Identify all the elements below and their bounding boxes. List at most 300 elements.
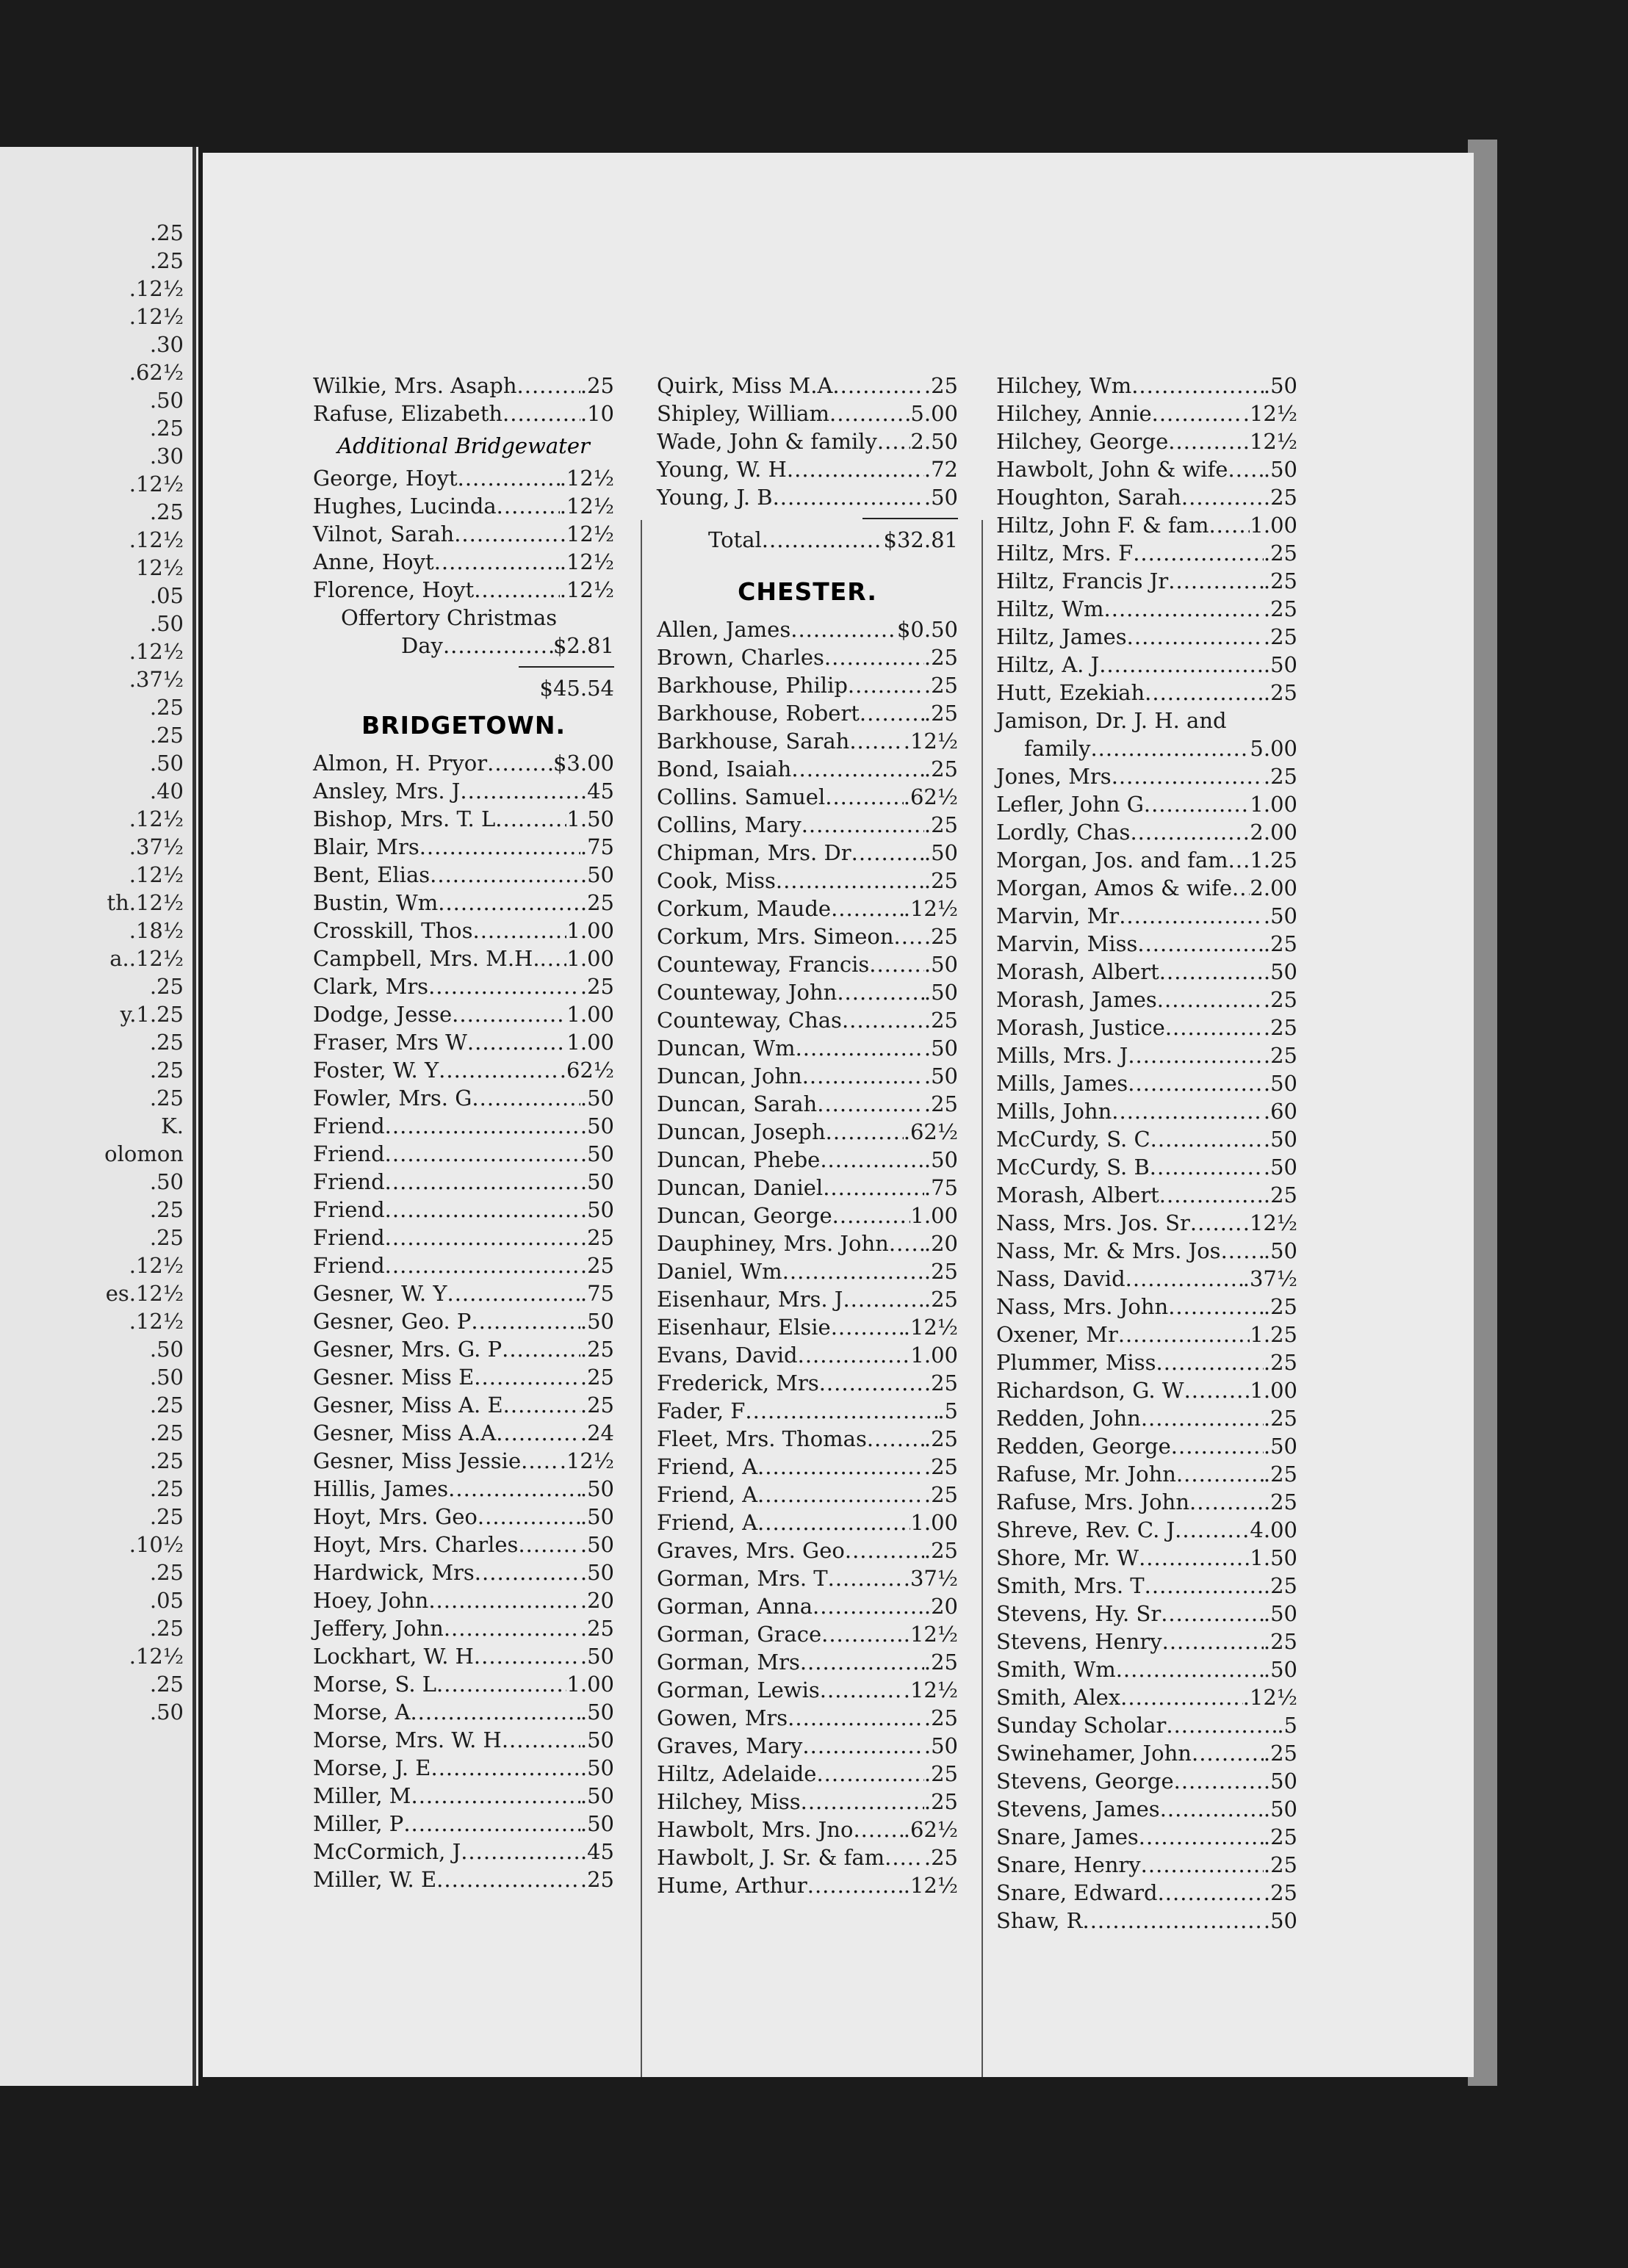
entry-amount: .45: [580, 1839, 614, 1864]
entry-amount: .60: [1263, 1099, 1297, 1124]
list-entry: [313, 520, 614, 548]
list-entry: [996, 1572, 1297, 1600]
margin-fragment: .50: [149, 1169, 184, 1194]
entry-amount: .24: [580, 1420, 614, 1445]
entry-amount: 1.00: [1250, 1378, 1297, 1403]
entry-name: Hoyt, Mrs. Geo: [313, 1504, 478, 1529]
entry-amount: .50: [1263, 373, 1297, 398]
margin-fragment: .30: [149, 444, 184, 469]
entry-name: Lefler, John G: [996, 792, 1144, 817]
margin-fragment: .12½: [129, 1253, 184, 1278]
list-entry: [996, 1376, 1297, 1404]
entry-name: Friend: [313, 1253, 385, 1278]
margin-fragment: .37½: [129, 834, 184, 859]
entry-name: Stevens, Hy. Sr: [996, 1601, 1161, 1626]
entry-name: Quirk, Miss M.A: [657, 373, 833, 398]
margin-fragment: olomon: [104, 1141, 184, 1166]
list-entry: [996, 1181, 1297, 1209]
list-entry: [657, 615, 958, 643]
entry-name: Graves, Mrs. Geo: [657, 1538, 845, 1563]
entry-name: Gesner, Geo. P: [313, 1309, 472, 1334]
list-entry: [313, 1168, 614, 1196]
entry-amount: .12½: [559, 1448, 614, 1473]
margin-fragment: .50: [149, 611, 184, 636]
entry-amount: .25: [1263, 568, 1297, 593]
list-entry: [313, 548, 614, 576]
list-entry: [657, 755, 958, 783]
entry-amount: .50: [580, 1700, 614, 1725]
margin-fragment: .25: [149, 1504, 184, 1529]
margin-fragment: y.1.25: [120, 1002, 184, 1027]
entry-name: Eisenhaur, Elsie: [657, 1315, 831, 1340]
entry-amount: .50: [1263, 959, 1297, 984]
entry-amount: .37½: [1242, 1266, 1297, 1291]
entry-name: Hiltz, James: [996, 624, 1127, 649]
column-3: [996, 372, 1297, 1935]
entry-name: Hardwick, Mrs: [313, 1560, 475, 1585]
list-entry: [313, 1866, 614, 1893]
margin-fragment: .25: [149, 1420, 184, 1445]
list-entry: [996, 930, 1297, 958]
entry-name: Friend, A: [657, 1482, 758, 1507]
entry-amount: .25: [1263, 1852, 1297, 1877]
entry-amount: .10: [580, 401, 614, 426]
entry-amount: .25: [580, 1337, 614, 1362]
entry-amount: 2.50: [910, 429, 958, 454]
entry-name: Hoey, John: [313, 1588, 429, 1613]
entry-name: Evans, David: [657, 1343, 798, 1368]
list-entry: [657, 1146, 958, 1174]
list-entry: [313, 1279, 614, 1307]
list-entry: [657, 811, 958, 839]
entry-amount: 4.00: [1250, 1517, 1297, 1542]
entry-name: Plummer, Miss: [996, 1350, 1156, 1375]
entry-name: Bustin, Wm: [313, 890, 439, 915]
entry-name: Richardson, G. W: [996, 1378, 1184, 1403]
entry-amount: .25: [1263, 596, 1297, 621]
entry-amount: .62½: [903, 784, 958, 809]
entry-amount: .5: [937, 1398, 958, 1423]
entry-amount: .25: [580, 1253, 614, 1278]
entry-amount: .25: [1263, 1043, 1297, 1068]
margin-fragment: .40: [149, 779, 184, 803]
section-heading-chester: CHESTER.: [738, 577, 877, 606]
list-entry: [996, 483, 1297, 511]
margin-fragment: .25: [149, 248, 184, 273]
list-entry: [313, 889, 614, 917]
entry-name: Gesner. Miss E: [313, 1365, 475, 1390]
list-entry: [996, 1237, 1297, 1265]
list-entry: [313, 1586, 614, 1614]
entry-name: Mills, Mrs. J: [996, 1043, 1128, 1068]
entry-amount: .25: [1263, 1880, 1297, 1905]
list-entry: [313, 1335, 614, 1363]
entry-amount: .12½: [559, 577, 614, 602]
entry-name: Mills, John: [996, 1099, 1112, 1124]
list-entry: [313, 1140, 614, 1168]
section-heading-bridgetown: BRIDGETOWN.: [361, 711, 566, 740]
entry-amount: .25: [1263, 1489, 1297, 1514]
margin-fragment: .30: [149, 332, 184, 357]
entry-name: Frederick, Mrs: [657, 1370, 819, 1395]
entry-name: Morash, Justice: [996, 1015, 1165, 1040]
list-entry: [996, 1823, 1297, 1851]
entry-name: Ansley, Mrs. J: [313, 779, 461, 803]
entry-amount: .12½: [903, 1622, 958, 1647]
list-entry: [313, 1642, 614, 1670]
entry-amount: 1.25: [1250, 848, 1297, 873]
entry-name: Jones, Mrs: [996, 764, 1112, 789]
list-entry: [996, 1321, 1297, 1348]
entry-name: Gorman, Mrs. T: [657, 1566, 828, 1591]
entry-name: Barkhouse, Sarah: [657, 729, 850, 754]
margin-fragment: .10½: [129, 1532, 184, 1557]
entry-name: Wilkie, Mrs. Asaph: [313, 373, 517, 398]
list-entry: [657, 400, 958, 427]
entry-amount: .25: [1263, 1350, 1297, 1375]
list-entry: [996, 846, 1297, 874]
entry-name: Allen, James: [657, 617, 791, 642]
entry-amount: .25: [923, 1091, 958, 1116]
entry-amount: .25: [923, 701, 958, 726]
margin-fragment: .25: [149, 1616, 184, 1641]
entry-name: Graves, Mary: [657, 1733, 803, 1758]
entry-name: Eisenhaur, Mrs. J: [657, 1287, 843, 1312]
entry-amount: .25: [1263, 680, 1297, 705]
entry-name: Hilchey, Wm: [996, 373, 1132, 398]
entry-amount: .50: [1263, 903, 1297, 928]
entry-name: Snare, Edward: [996, 1880, 1158, 1905]
list-entry: [996, 567, 1297, 595]
offertory-day-line: Day ..... $2.81: [313, 632, 614, 660]
entry-amount: .50: [580, 1532, 614, 1557]
list-entry: [996, 1628, 1297, 1655]
entry-amount: .25: [923, 1761, 958, 1786]
entry-amount: .75: [580, 834, 614, 859]
entry-amount: .50: [580, 1504, 614, 1529]
list-entry: [657, 1090, 958, 1118]
list-entry: [996, 595, 1297, 623]
entry-name: Blair, Mrs: [313, 834, 419, 859]
list-entry: [657, 671, 958, 699]
entry-amount: .50: [580, 1086, 614, 1110]
entry-name: Corkum, Maude: [657, 896, 832, 921]
entry-name: Gesner, Miss A. E: [313, 1393, 503, 1418]
entry-amount: .25: [923, 1287, 958, 1312]
entry-amount: .72: [923, 457, 958, 482]
subtotal-rule: [313, 660, 614, 674]
entry-name: Hume, Arthur: [657, 1873, 807, 1898]
entry-name: Friend, A: [657, 1510, 758, 1535]
entry-name: Duncan, Wm: [657, 1036, 796, 1061]
entry-name: Duncan, John: [657, 1063, 802, 1088]
entry-amount: .25: [1263, 1406, 1297, 1431]
list-entry: [996, 790, 1297, 818]
list-entry: [996, 400, 1297, 427]
list-entry: [657, 1732, 958, 1760]
entry-name: Rafuse, Mr. John: [996, 1462, 1176, 1487]
column-separator: [982, 520, 983, 2077]
entry-amount: $3.00: [552, 751, 614, 776]
margin-fragment: .25: [149, 1672, 184, 1697]
entry-name: Hilchey, Miss: [657, 1789, 801, 1814]
entry-name: Hiltz, Mrs. F: [996, 541, 1134, 566]
entry-name: Duncan, Phebe: [657, 1147, 821, 1172]
entry-amount: .50: [923, 1063, 958, 1088]
list-entry: [657, 1871, 958, 1899]
entry-amount: .50: [580, 1811, 614, 1836]
entry-name: Dodge, Jesse: [313, 1002, 453, 1027]
entry-name: Miller, P: [313, 1811, 404, 1836]
list-entry: [657, 1648, 958, 1676]
list-entry: [313, 576, 614, 604]
entry-amount: .12½: [1242, 1210, 1297, 1235]
list-entry: [313, 1307, 614, 1335]
entry-name: Nass, Mrs. John: [996, 1294, 1169, 1319]
entry-amount: .25: [923, 1538, 958, 1563]
list-entry: [657, 1564, 958, 1592]
entry-amount: .25: [923, 1426, 958, 1451]
entry-name: Friend: [313, 1197, 385, 1222]
entry-amount: 1.00: [1250, 792, 1297, 817]
list-entry: [313, 1559, 614, 1586]
entry-name: Hawbolt, J. Sr. & fam: [657, 1845, 885, 1870]
entry-amount: .12½: [903, 729, 958, 754]
entry-name: Corkum, Mrs. Simeon: [657, 924, 894, 949]
entry-name: George, Hoyt: [313, 466, 458, 491]
entry-name: Friend: [313, 1225, 385, 1250]
list-entry: [996, 1795, 1297, 1823]
entry-name: Smith, Mrs. T: [996, 1573, 1145, 1598]
entry-name: Stevens, George: [996, 1769, 1174, 1794]
list-entry: [313, 1391, 614, 1419]
list-entry: [657, 1202, 958, 1229]
entry-amount: 1.25: [1250, 1322, 1297, 1347]
entry-name: Hiltz, Francis Jr: [996, 568, 1169, 593]
entry-amount: .25: [923, 673, 958, 698]
entry-amount: .50: [580, 1560, 614, 1585]
margin-fragment: .12½: [129, 1309, 184, 1334]
margin-fragment: .12½: [129, 806, 184, 831]
list-entry: [657, 1285, 958, 1313]
offertory-line: Offertory Christmas: [341, 605, 558, 630]
list-entry: [657, 1676, 958, 1704]
entry-amount: 1.00: [566, 1002, 614, 1027]
total-line: Total ..... $32.81: [657, 526, 958, 554]
list-entry: [313, 1503, 614, 1531]
entry-amount: 1.50: [566, 806, 614, 831]
entry-name: Oxener, Mr: [996, 1322, 1118, 1347]
entry-amount: .50: [1263, 1601, 1297, 1626]
entry-amount: .50: [580, 1476, 614, 1501]
entry-name: Clark, Mrs: [313, 974, 429, 999]
entry-amount: .25: [923, 1008, 958, 1033]
list-entry: [313, 1726, 614, 1754]
entry-name: Duncan, Daniel: [657, 1175, 824, 1200]
entry-amount: 1.00: [566, 1672, 614, 1697]
entry-name: Hawbolt, John & wife: [996, 457, 1228, 482]
list-entry: [313, 492, 614, 520]
list-entry: [996, 1041, 1297, 1069]
jamison-family-line: family ..... 5.00: [996, 734, 1297, 762]
entry-amount: .37½: [903, 1566, 958, 1591]
page-gutter-rule: [192, 147, 196, 2086]
entry-amount: .50: [923, 840, 958, 865]
list-entry: [996, 818, 1297, 846]
entry-name: Nass, Mrs. Jos. Sr: [996, 1210, 1190, 1235]
entry-name: Hiltz, Adelaide: [657, 1761, 817, 1786]
list-entry: [313, 1028, 614, 1056]
entry-name: Rafuse, Mrs. John: [996, 1489, 1189, 1514]
entry-amount: .50: [923, 1733, 958, 1758]
entry-amount: .50: [1263, 1071, 1297, 1096]
entry-amount: .25: [923, 1705, 958, 1730]
entry-amount: .62½: [903, 1817, 958, 1842]
entry-name: Hughes, Lucinda: [313, 494, 497, 519]
list-entry: [657, 1788, 958, 1816]
entry-amount: .50: [1263, 1769, 1297, 1794]
entry-amount: .25: [580, 1393, 614, 1418]
entry-name: Crosskill, Thos: [313, 918, 473, 943]
entry-name: Fowler, Mrs. G: [313, 1086, 472, 1110]
entry-amount: .25: [923, 924, 958, 949]
list-entry: [996, 1097, 1297, 1125]
entry-amount: .50: [923, 980, 958, 1005]
entry-name: Bent, Elias: [313, 862, 431, 887]
list-entry: [657, 867, 958, 895]
list-entry: [657, 1760, 958, 1788]
list-entry: [996, 986, 1297, 1014]
section-subheading: Additional Bridgewater: [337, 433, 590, 458]
list-entry: [657, 922, 958, 950]
entry-name: Morash, James: [996, 987, 1157, 1012]
list-entry: [996, 1293, 1297, 1321]
entry-name: Duncan, Joseph: [657, 1119, 826, 1144]
entry-amount: .50: [1263, 1238, 1297, 1263]
list-entry: [657, 1341, 958, 1369]
list-entry: [996, 1125, 1297, 1153]
margin-fragment: .12½: [129, 1644, 184, 1669]
left-page: [0, 147, 198, 2086]
list-entry: [996, 1348, 1297, 1376]
entry-amount: .25: [1263, 764, 1297, 789]
entry-amount: .25: [580, 974, 614, 999]
entry-amount: .25: [923, 1482, 958, 1507]
entry-amount: .12½: [903, 1315, 958, 1340]
entry-amount: .25: [1263, 1824, 1297, 1849]
entry-amount: 1.00: [566, 1030, 614, 1055]
entry-amount: .25: [1263, 1741, 1297, 1766]
margin-fragment: .25: [149, 1086, 184, 1110]
entry-amount: 2.00: [1250, 820, 1297, 845]
entry-name: Nass, Mr. & Mrs. Jos: [996, 1238, 1221, 1263]
entry-amount: .50: [1263, 1796, 1297, 1821]
margin-fragment: 12½: [135, 555, 184, 580]
entry-amount: .50: [1263, 652, 1297, 677]
list-entry: [657, 1704, 958, 1732]
entry-name: Sunday Scholar: [996, 1713, 1167, 1738]
entry-amount: .50: [580, 862, 614, 887]
entry-name: Morse, J. E: [313, 1755, 431, 1780]
list-entry: [996, 372, 1297, 400]
margin-fragment: .50: [149, 388, 184, 413]
list-entry: [313, 777, 614, 805]
entry-name: Mills, James: [996, 1071, 1128, 1096]
entry-amount: .25: [1263, 1182, 1297, 1207]
entry-amount: .50: [923, 1036, 958, 1061]
entry-amount: .50: [580, 1113, 614, 1138]
entry-name: Hilchey, George: [996, 429, 1169, 454]
entry-amount: 1.00: [1250, 513, 1297, 538]
entry-amount: 1.00: [910, 1343, 958, 1368]
entry-name: Friend: [313, 1141, 385, 1166]
entry-name: Houghton, Sarah: [996, 485, 1181, 510]
list-entry: [657, 1229, 958, 1257]
entry-amount: .25: [923, 756, 958, 781]
list-entry: [657, 1174, 958, 1202]
entry-name: Young, W. H: [657, 457, 787, 482]
margin-fragment: .25: [149, 1058, 184, 1083]
entry-amount: .25: [1263, 1462, 1297, 1487]
entry-name: Hillis, James: [313, 1476, 449, 1501]
entry-name: Shore, Mr. W: [996, 1545, 1139, 1570]
entry-amount: $0.50: [896, 617, 958, 642]
entry-amount: .62½: [903, 1119, 958, 1144]
margin-fragment: .25: [149, 1476, 184, 1501]
entry-name: Morse, A: [313, 1700, 411, 1725]
column-separator: [641, 520, 642, 2077]
entry-name: Smith, Alex: [996, 1685, 1121, 1710]
entry-name: Nass, David: [996, 1266, 1125, 1291]
margin-fragment: .12½: [129, 527, 184, 552]
margin-fragment: es.12½: [105, 1281, 184, 1306]
entry-name: Daniel, Wm: [657, 1259, 782, 1284]
entry-name: Hutt, Ezekiah: [996, 680, 1145, 705]
entry-amount: .25: [1263, 931, 1297, 956]
entry-amount: .50: [580, 1197, 614, 1222]
list-entry: [657, 1620, 958, 1648]
margin-fragment: a..12½: [109, 946, 184, 971]
entry-amount: .25: [1263, 541, 1297, 566]
entry-name: Cook, Miss: [657, 868, 776, 893]
entry-name: Miller, M: [313, 1783, 411, 1808]
entry-name: McCurdy, S. B: [996, 1155, 1150, 1180]
list-entry: [657, 1369, 958, 1397]
entry-name: Hiltz, A. J: [996, 652, 1100, 677]
entry-name: Bishop, Mrs. T. L: [313, 806, 496, 831]
list-entry: [996, 539, 1297, 567]
entry-amount: .62½: [559, 1058, 614, 1083]
list-entry: [996, 651, 1297, 679]
entry-amount: .25: [580, 1867, 614, 1892]
entry-amount: .50: [580, 1141, 614, 1166]
entry-name: McCormich, J: [313, 1839, 461, 1864]
entry-amount: .25: [923, 868, 958, 893]
entry-name: Smith, Wm: [996, 1657, 1116, 1682]
margin-fragment: .25: [149, 1225, 184, 1250]
entry-amount: .25: [580, 1616, 614, 1641]
list-entry: [657, 1118, 958, 1146]
entry-name: Morash, Albert: [996, 1182, 1159, 1207]
list-entry: [657, 1397, 958, 1425]
entry-amount: .50: [1263, 1155, 1297, 1180]
entry-amount: .50: [1263, 457, 1297, 482]
entry-name: Collins. Samuel: [657, 784, 826, 809]
list-entry: [996, 1153, 1297, 1181]
list-entry: [313, 1475, 614, 1503]
margin-fragment: .05: [149, 1588, 184, 1613]
margin-fragment: .25: [149, 220, 184, 245]
